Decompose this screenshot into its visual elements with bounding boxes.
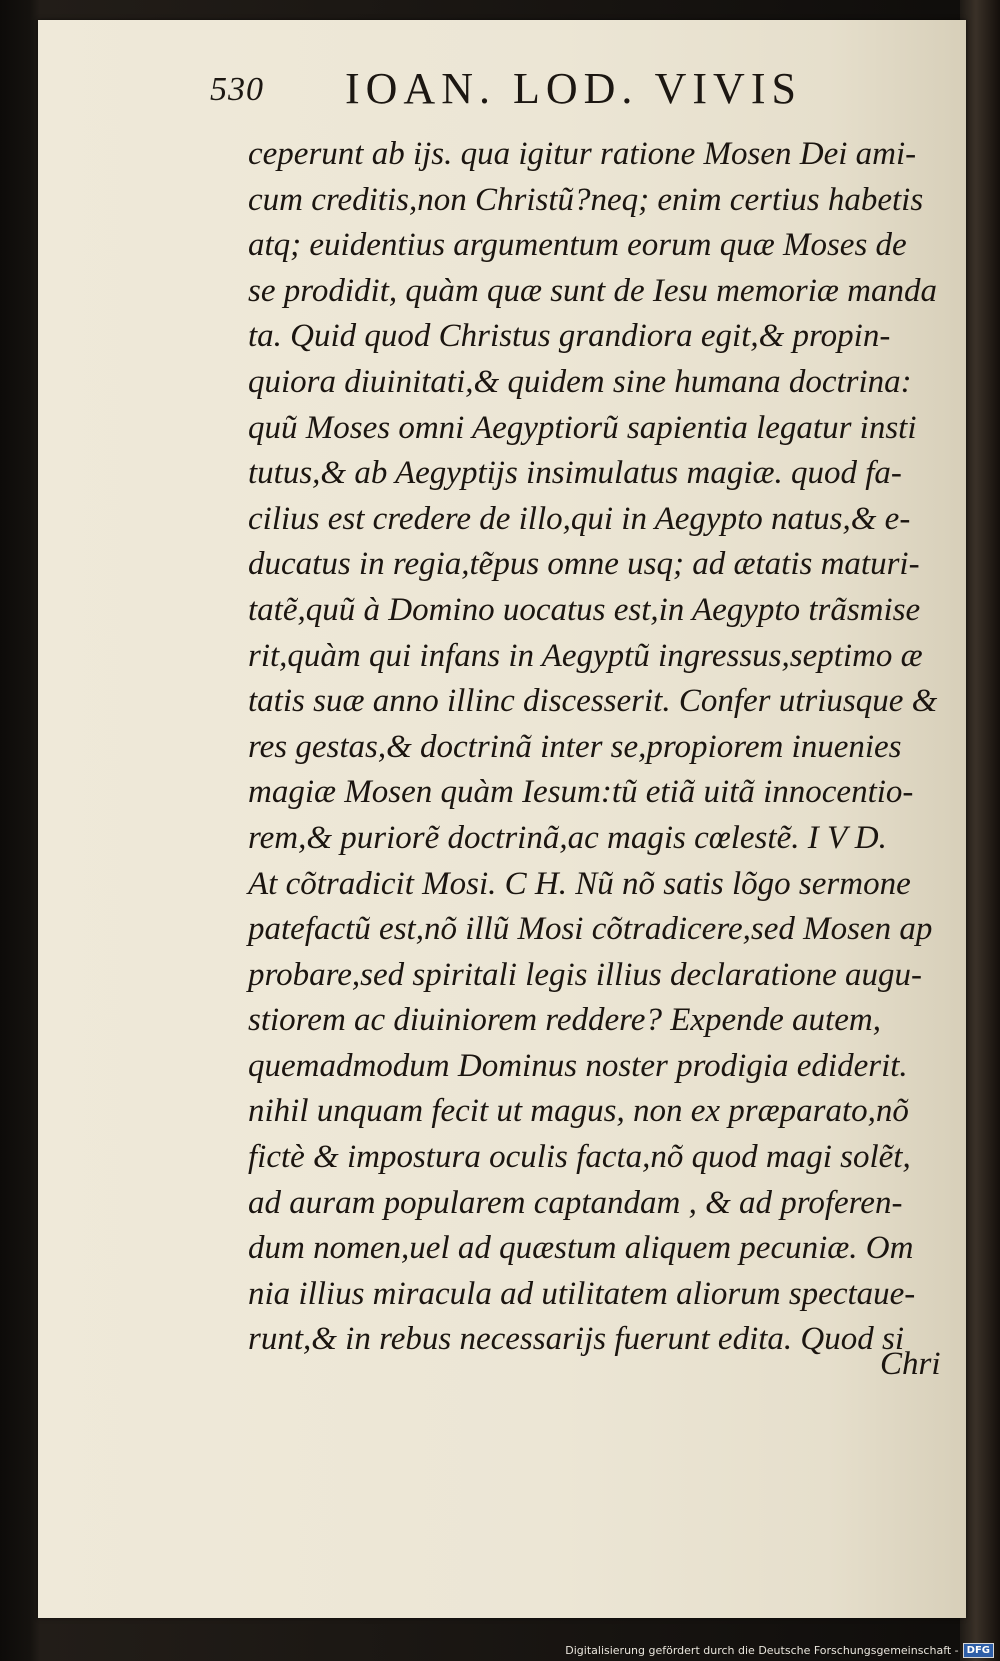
text-line: rit,quàm qui infans in Aegyptũ ingressus,septimo æ [248,637,923,674]
text-line: magiæ Mosen quàm Iesum:tũ etiã uitã innocentio- [248,774,914,811]
text-line: probare,sed spiritali legis illius declaratione augu- [248,956,923,993]
text-line: atq; euidentius argumentum eorum quæ Moses de [248,227,907,264]
text-line: quemadmodum Dominus noster prodigia ediderit. [248,1047,908,1084]
text-line: nia illius miracula ad utilitatem aliorum spectaue- [248,1275,916,1312]
body-text [248,132,948,1363]
page-header [210,63,810,123]
text-line: tutus,& ab Aegyptijs insimulatus magiæ. quod fa- [248,455,902,492]
text-line: patefactũ est,nõ illũ Mosi cõtradicere,sed Mosen ap [248,911,933,948]
page-number: 530 [210,71,264,108]
text-line: ta. Quid quod Christus grandiora egit,& propin- [248,318,891,355]
text-line: quũ Moses omni Aegyptiorũ sapientia legatur insti [248,409,917,446]
text-line: cum creditis,non Christũ?neq; enim certius habetis [248,181,924,218]
text-line: ducatus in regia,tẽpus omne usq; ad ætatis maturi- [248,546,920,583]
text-line: At cõtradicit Mosi. C H. Nũ nõ satis lõgo sermone [248,865,911,902]
running-title: IOAN. LOD. VIVIS [345,64,802,113]
text-line: res gestas,& doctrinã inter se,propiorem inuenies [248,728,902,765]
text-line: ceperunt ab ijs. qua igitur ratione Mosen Dei ami- [248,136,917,172]
catchword: Chri [880,1346,941,1382]
text-line: stiorem ac diuiniorem reddere? Expende autem, [248,1002,881,1039]
book-spine [960,0,1000,1661]
text-line: fictè & impostura oculis facta,nõ quod magi solẽt, [248,1139,911,1176]
text-line: tatis suæ anno illinc discesserit. Confer utriusque & [248,683,938,720]
digitization-credit [565,1641,994,1659]
text-line: runt,& in rebus necessarijs fuerunt edita. Quod si [248,1321,905,1358]
text-line: se prodidit, quàm quæ sunt de Iesu memoriæ manda [248,272,938,309]
text-line: dum nomen,uel ad quæstum aliquem pecuniæ. Om [248,1230,914,1267]
text-line: ad auram popularem captandam , & ad proferen- [248,1184,903,1221]
credit-text: Digitalisierung gefördert durch die Deutsche Forschungsgemeinschaft - [565,1643,959,1657]
text-line: nihil unquam fecit ut magus, non ex præparato,nõ [248,1093,909,1130]
dfg-logo: DFG [963,1643,994,1658]
text-line: rem,& puriorẽ doctrinã,ac magis cœlestẽ. I V D. [248,819,887,856]
text-line: tatẽ,quũ à Domino uocatus est,in Aegypto trãsmise [248,591,921,628]
text-line: quiora diuinitati,& quidem sine humana doctrina: [248,363,912,400]
text-line: cilius est credere de illo,qui in Aegypto natus,& e- [248,500,911,537]
